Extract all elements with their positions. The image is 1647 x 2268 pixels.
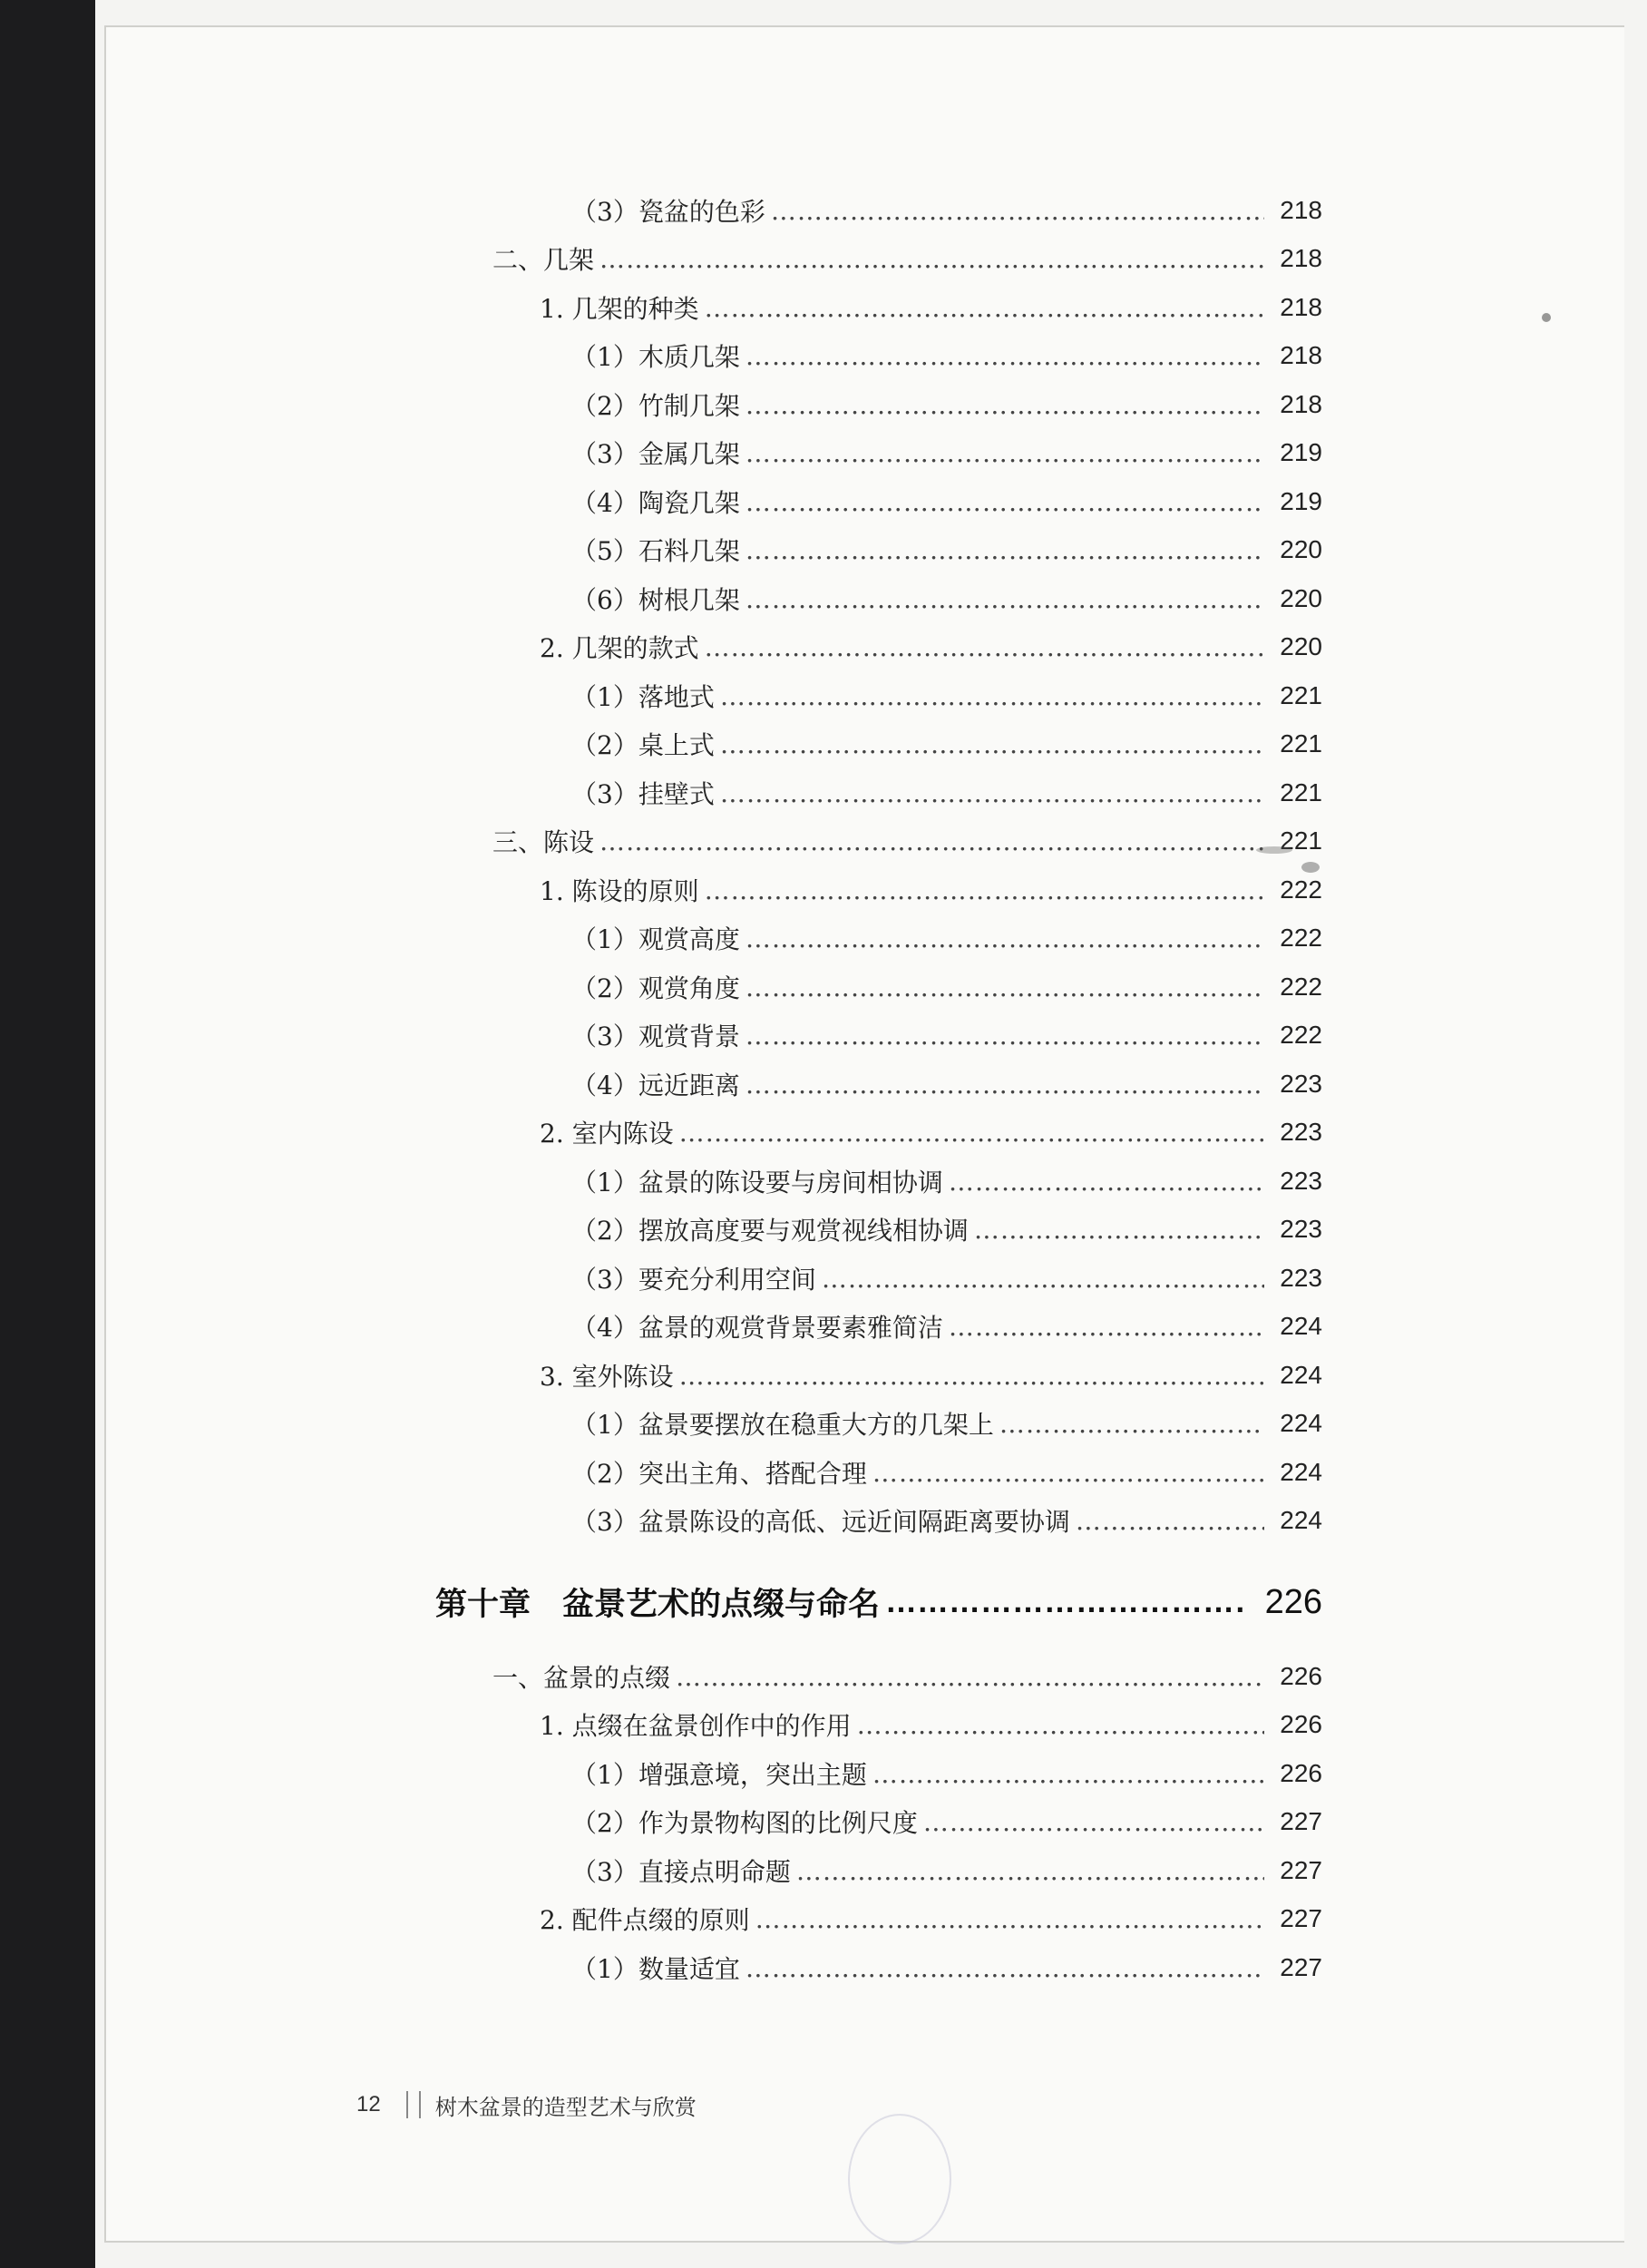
toc-entry-title: 一、盆景的点缀 [492,1663,671,1693]
toc-entry-page: 223 [1280,1264,1322,1292]
toc-entry-page: 227 [1280,1953,1322,1981]
leader-dots [872,1458,1264,1488]
toc-entry-page: 219 [1280,487,1322,515]
toc-entry-page: 224 [1280,1458,1322,1486]
toc-entry-page: 222 [1280,973,1322,1001]
toc-entry[interactable] [571,385,1322,425]
toc-entry-page: 226 [1280,1759,1322,1787]
toc-entry[interactable] [571,773,1322,813]
toc-entry-title: （3）要充分利用空间 [571,1265,816,1295]
toc-entry[interactable] [540,1112,1322,1152]
toc-entry-page: 218 [1280,293,1322,321]
leader-dots [755,1904,1264,1934]
leader-dots [974,1215,1264,1245]
toc-entry-page: 222 [1280,875,1322,904]
toc-entry[interactable] [571,1501,1322,1540]
leader-dots [746,924,1264,953]
toc-entry[interactable] [492,239,1322,279]
toc-entry-title: （1）观赏高度 [571,924,740,954]
toc-entry[interactable] [540,627,1322,667]
chapter-page: 226 [1264,1582,1322,1621]
leader-dots [949,1167,1264,1197]
toc-entry[interactable] [571,918,1322,958]
toc-entry[interactable] [571,191,1322,230]
toc-entry[interactable] [540,1899,1322,1939]
toc-entry-title: 2. 室内陈设 [540,1119,674,1149]
toc-entry-page: 219 [1280,438,1322,466]
toc-entry[interactable] [571,1015,1322,1055]
toc-entry-title: （2）桌上式 [571,730,715,760]
leader-dots [720,681,1264,711]
leader-dots [720,778,1264,808]
toc-entry-title: （4）陶瓷几架 [571,488,740,518]
toc-entry[interactable] [571,1209,1322,1249]
scan-smudge [1301,862,1320,873]
leader-dots [676,1662,1264,1692]
page-footer [356,2087,697,2123]
toc-entry-title: （1）落地式 [571,682,715,712]
footer-separator [406,2091,421,2118]
toc-entry-page: 218 [1280,341,1322,369]
toc-entry-page: 221 [1280,778,1322,807]
leader-dots [796,1856,1264,1886]
leader-dots [599,244,1264,274]
leader-dots [746,1021,1264,1051]
toc-entry-title: （4）盆景的观赏背景要素雅简洁 [571,1313,943,1343]
toc-entry[interactable] [571,676,1322,716]
toc-entry-title: （3）直接点明命题 [571,1857,791,1887]
leader-dots [746,390,1264,420]
toc-entry-page: 221 [1280,729,1322,758]
toc-entry[interactable] [540,288,1322,327]
toc-entry-page: 224 [1280,1361,1322,1389]
toc-entry-page: 223 [1280,1118,1322,1146]
library-stamp [848,2114,951,2244]
toc-entry-page: 221 [1280,826,1322,855]
toc-entry-title: 1. 陈设的原则 [540,876,699,906]
toc-entry-title: （3）观赏背景 [571,1022,740,1051]
toc-entry-title: （2）突出主角、搭配合理 [571,1459,867,1489]
toc-entry-title: （3）挂壁式 [571,779,715,809]
toc-entry-title: 2. 配件点缀的原则 [540,1905,750,1935]
toc-entry[interactable] [540,1705,1322,1745]
leader-dots [720,729,1264,759]
toc-entry-title: （4）远近距离 [571,1070,740,1100]
toc-entry-title: （2）作为景物构图的比例尺度 [571,1808,918,1838]
toc-entry-page: 220 [1280,584,1322,612]
toc-entry-page: 227 [1280,1904,1322,1932]
toc-entry-title: （3）盆景陈设的高低、远近间隔距离要协调 [571,1507,1070,1537]
toc-entry[interactable] [571,433,1322,473]
toc-entry[interactable] [571,1851,1322,1891]
toc-entry[interactable] [571,1161,1322,1201]
toc-entry-page: 224 [1280,1506,1322,1534]
toc-entry[interactable] [571,336,1322,376]
toc-entry-page: 218 [1280,390,1322,418]
toc-entry-title: （2）观赏角度 [571,973,740,1003]
leader-dots [949,1312,1264,1342]
chapter-title: 第十章 盆景艺术的点缀与命名 [435,1587,881,1622]
toc-entry-page: 223 [1280,1167,1322,1195]
toc-entry-page: 223 [1280,1070,1322,1098]
toc-entry-title: （6）树根几架 [571,585,740,615]
toc-entry-title: （1）盆景要摆放在稳重大方的几架上 [571,1410,994,1440]
table-of-contents [95,0,1647,2268]
leader-dots [746,973,1264,1002]
scan-speck [1542,313,1551,322]
toc-entry-title: （2）摆放高度要与观赏视线相协调 [571,1216,969,1246]
toc-entry[interactable] [492,1657,1322,1696]
toc-entry-title: 2. 几架的款式 [540,633,699,663]
toc-entry-page: 227 [1280,1856,1322,1884]
leader-dots [746,438,1264,468]
toc-entry[interactable] [540,1355,1322,1395]
toc-entry-title: （3）瓷盆的色彩 [571,197,765,227]
leader-dots [679,1361,1264,1391]
toc-entry[interactable] [571,530,1322,570]
leader-dots [705,293,1264,323]
leader-dots [857,1710,1264,1740]
scan-smudge [1256,846,1292,854]
toc-entry-title: 三、陈设 [492,827,595,857]
toc-entry[interactable] [571,1754,1322,1794]
toc-entry[interactable] [571,482,1322,522]
toc-entry[interactable] [571,579,1322,619]
toc-entry-page: 218 [1280,244,1322,272]
leader-dots [822,1264,1264,1294]
toc-entry-page: 221 [1280,681,1322,709]
toc-entry-page: 220 [1280,535,1322,563]
toc-entry[interactable] [571,967,1322,1007]
toc-entry[interactable] [571,1948,1322,1988]
toc-entry-title: （1）增强意境，突出主题 [571,1760,867,1790]
leader-dots [885,1584,1244,1620]
leader-dots [746,535,1264,565]
toc-entry-title: （3）金属几架 [571,439,740,469]
toc-entry-title: 1. 几架的种类 [540,294,699,324]
toc-entry-title: （1）木质几架 [571,342,740,372]
toc-entry-page: 222 [1280,924,1322,952]
toc-entry-title: （5）石料几架 [571,536,740,566]
leader-dots [746,1953,1264,1983]
leader-dots [771,196,1264,226]
leader-dots [872,1759,1264,1789]
toc-entry-page: 218 [1280,196,1322,224]
scan-dark-edge [0,0,95,2268]
leader-dots [705,875,1264,905]
toc-entry-title: （2）竹制几架 [571,391,740,421]
toc-entry-page: 223 [1280,1215,1322,1243]
toc-entry-page: 222 [1280,1021,1322,1049]
toc-entry[interactable] [571,1403,1322,1443]
leader-dots [746,341,1264,371]
toc-entry-page: 227 [1280,1807,1322,1835]
leader-dots [679,1118,1264,1148]
toc-entry-page: 226 [1280,1710,1322,1738]
leader-dots [1076,1506,1264,1536]
toc-entry[interactable] [492,821,1322,861]
toc-entry-title: （1）盆景的陈设要与房间相协调 [571,1168,943,1198]
leader-dots [746,1070,1264,1100]
toc-entry-title: 二、几架 [492,245,595,275]
leader-dots [746,487,1264,517]
toc-entry[interactable] [571,724,1322,764]
footer-book-title: 树木盆景的造型艺术与欣赏 [434,2095,697,2120]
toc-entry-title: 1. 点缀在盆景创作中的作用 [540,1711,852,1741]
footer-page-number: 12 [356,2092,381,2116]
leader-dots [746,584,1264,614]
toc-entry-page: 224 [1280,1409,1322,1437]
toc-entry[interactable] [571,1258,1322,1298]
leader-dots [705,632,1264,662]
book-page [95,0,1647,2268]
leader-dots [599,826,1264,856]
toc-entry[interactable] [571,1306,1322,1346]
toc-entry[interactable] [571,1802,1322,1842]
toc-entry-title: （1）数量适宜 [571,1954,740,1984]
chapter-heading[interactable] [435,1577,1322,1628]
toc-entry[interactable] [540,870,1322,910]
toc-entry-page: 226 [1280,1662,1322,1690]
toc-entry-title: 3. 室外陈设 [540,1362,674,1392]
toc-entry[interactable] [571,1064,1322,1104]
toc-entry-page: 220 [1280,632,1322,660]
leader-dots [999,1409,1264,1439]
toc-entry-page: 224 [1280,1312,1322,1340]
toc-entry[interactable] [571,1452,1322,1492]
leader-dots [923,1807,1264,1837]
